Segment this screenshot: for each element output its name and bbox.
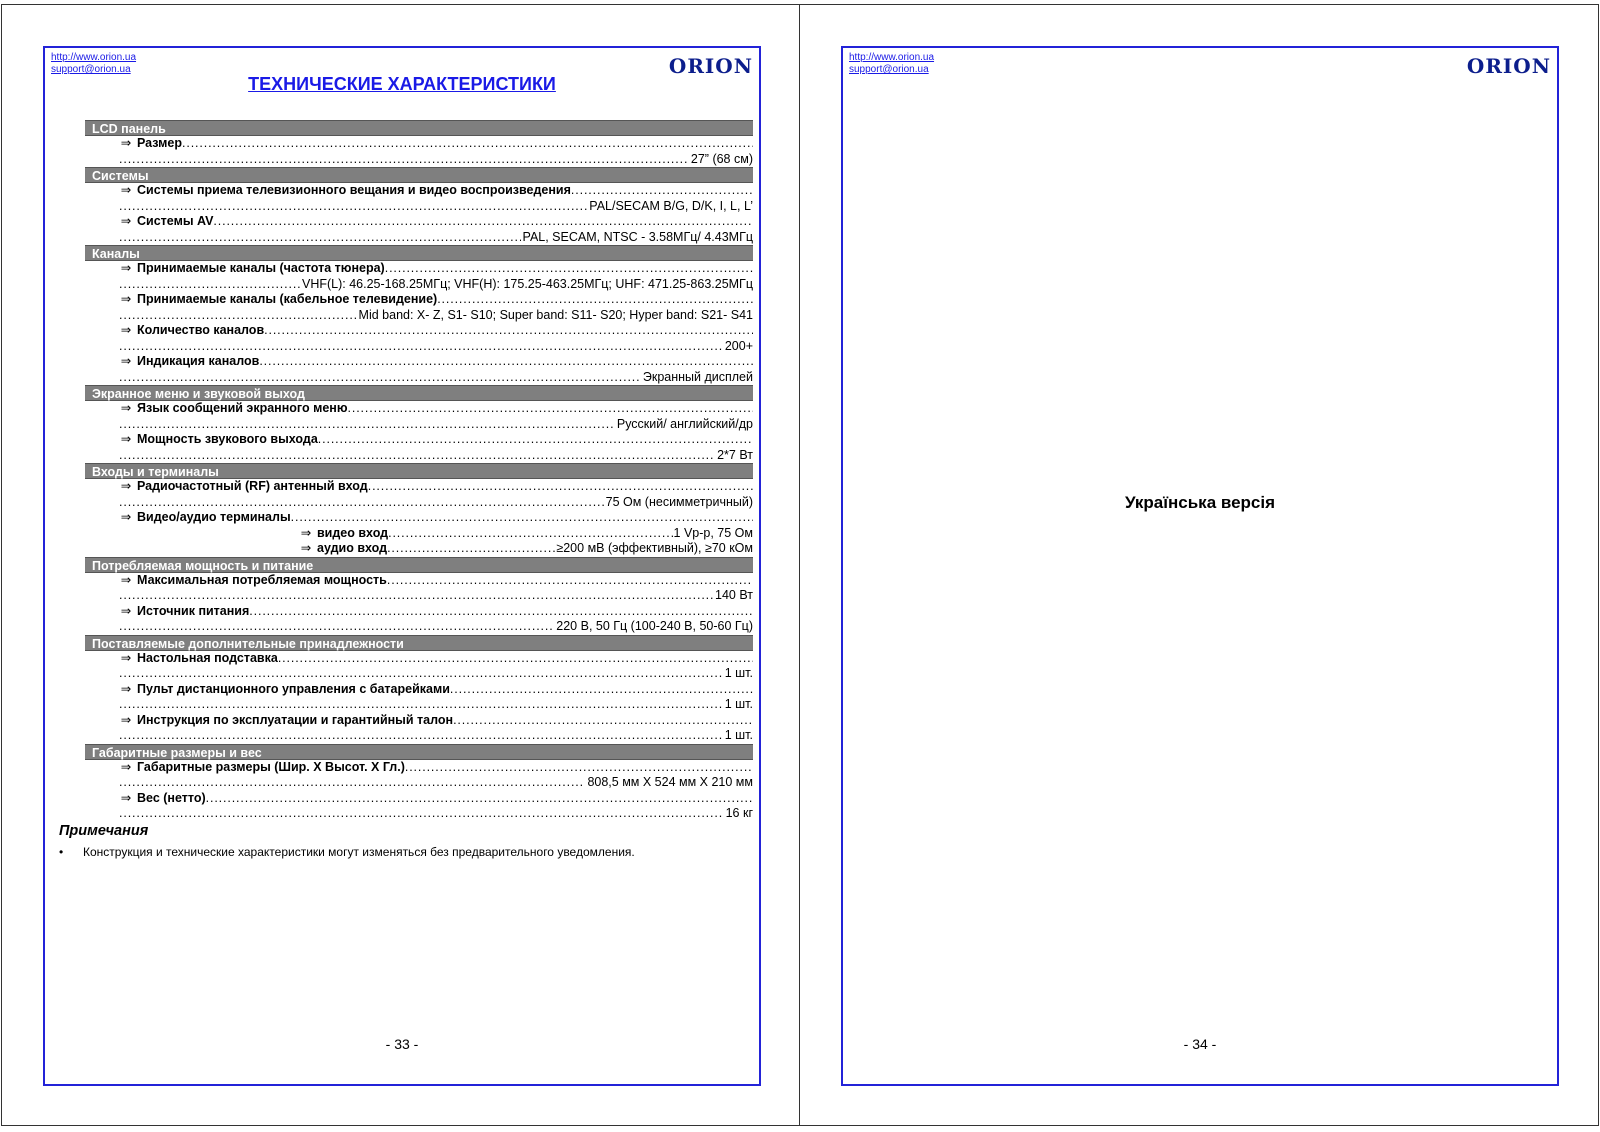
spec-item [85, 136, 753, 167]
page-frame [43, 46, 761, 1086]
page-title: ТЕХНИЧЕСКИЕ ХАРАКТЕРИСТИКИ [248, 74, 556, 94]
arrow-icon: ⇒ [120, 479, 132, 493]
page-number: - 33 - [385, 1036, 419, 1052]
arrow-icon: ⇒ [120, 401, 132, 415]
section-header: Потребляемая мощность и питание [85, 557, 753, 573]
arrow-icon: ⇒ [300, 525, 312, 540]
arrow-icon: ⇒ [120, 261, 132, 275]
spec-value: 27” (68 см) [690, 151, 753, 166]
spec-label: Принимаемые каналы (частота тюнера) [137, 261, 385, 275]
contact-links [849, 52, 934, 76]
spec-item [85, 651, 753, 682]
spec-value: 16 кг [725, 806, 753, 820]
arrow-icon: ⇒ [120, 183, 132, 197]
spec-value: 1 Vp-p, 75 Ом [673, 525, 753, 540]
spec-table [85, 120, 753, 822]
spec-label: Количество каналов [137, 323, 265, 337]
spec-item [85, 183, 753, 214]
note-item [59, 845, 635, 859]
spec-item [85, 541, 753, 557]
arrow-icon: ⇒ [120, 136, 132, 150]
spec-value: 200+ [724, 338, 753, 353]
spec-item [85, 214, 753, 245]
arrow-icon: ⇒ [120, 790, 132, 805]
arrow-icon: ⇒ [120, 650, 132, 665]
contact-links [51, 52, 136, 76]
arrow-icon: ⇒ [120, 510, 132, 524]
spec-item [85, 354, 753, 385]
spec-value: 1 шт. [724, 728, 753, 742]
spec-item [85, 760, 753, 791]
spec-label: Радиочастотный (RF) антенный вход [137, 479, 368, 493]
spec-value: PAL, SECAM, NTSC - 3.58МГц/ 4.43МГц [522, 229, 753, 244]
spec-label: Пульт дистанционного управления с батарейками [137, 681, 450, 696]
spec-item [85, 261, 753, 292]
spec-label: Системы AV [137, 214, 214, 228]
spec-item [85, 323, 753, 354]
spec-value: Экранный дисплей [642, 369, 753, 384]
section-header: Поставляемые дополнительные принадлежности [85, 635, 753, 651]
arrow-icon: ⇒ [120, 572, 132, 587]
page-frame [841, 46, 1559, 1086]
spec-value: PAL/SECAM B/G, D/K, I, L, L’ [589, 198, 753, 213]
spec-label: Инструкция по эксплуатации и гарантийный талон [137, 712, 454, 727]
arrow-icon: ⇒ [120, 603, 132, 618]
spec-item [85, 713, 753, 744]
spec-label: Индикация каналов [137, 354, 260, 368]
spec-label: Габаритные размеры (Шир. X Высот. X Гл.) [137, 759, 405, 774]
spec-item [85, 292, 753, 323]
page-33 [1, 4, 800, 1126]
spec-value: 2*7 Вт [717, 447, 753, 462]
spec-label: Максимальная потребляемая мощность [137, 572, 387, 587]
ukrainian-version-heading: Українська версія [1124, 493, 1276, 512]
spec-label: Вес (нетто) [137, 790, 206, 805]
spec-label: Источник питания [137, 603, 250, 618]
spec-item [85, 479, 753, 510]
page-34 [799, 4, 1599, 1126]
notes-heading: Примечания [59, 823, 149, 839]
spec-value: 140 Вт [715, 588, 753, 602]
spec-item [85, 510, 753, 526]
arrow-icon: ⇒ [120, 681, 132, 696]
spec-value: 1 шт. [724, 697, 753, 711]
arrow-icon: ⇒ [120, 292, 132, 306]
page-number: - 34 - [1183, 1036, 1217, 1052]
spec-item [85, 791, 753, 822]
spec-item [85, 401, 753, 432]
spec-value: Русский/ английский/др [616, 416, 753, 431]
spec-label: аудио вход [317, 541, 388, 555]
spec-item [85, 604, 753, 635]
spec-value: 808,5 мм X 524 мм X 210 мм [587, 775, 753, 789]
support-email-link[interactable]: support@orion.ua [51, 64, 131, 75]
spec-label: видео вход [317, 525, 389, 540]
spec-value: VHF(L): 46.25-168.25МГц; VHF(H): 175.25-463.25МГц; UHF: 471.25-863.25МГц [301, 276, 753, 291]
spec-value: 1 шт. [724, 666, 753, 680]
section-header: Входы и терминалы [85, 463, 753, 479]
section-header: Экранное меню и звуковой выход [85, 385, 753, 401]
orion-logo: ORION [1466, 54, 1551, 78]
arrow-icon: ⇒ [120, 759, 132, 774]
spec-value: 75 Ом (несимметричный) [605, 494, 753, 509]
spec-label: Мощность звукового выхода [137, 432, 318, 446]
section-header: Каналы [85, 245, 753, 261]
spec-label: Системы приема телевизионного вещания и видео воспроизведения [137, 183, 571, 197]
arrow-icon: ⇒ [120, 354, 132, 368]
bullet: • [59, 845, 64, 859]
note-text: Конструкция и технические характеристики могут изменяться без предварительного уведомления. [83, 845, 635, 859]
arrow-icon: ⇒ [120, 712, 132, 727]
spec-value: 220 В, 50 Гц (100-240 В, 50-60 Гц) [556, 619, 753, 633]
website-link[interactable]: http://www.orion.ua [849, 52, 935, 63]
arrow-icon: ⇒ [120, 432, 132, 446]
spec-value: ≥200 мВ (эффективный), ≥70 кОм [556, 541, 753, 555]
spec-item [85, 573, 753, 604]
section-header: Габаритные размеры и вес [85, 744, 753, 760]
spec-label: Видео/аудио терминалы [137, 510, 291, 524]
support-email-link[interactable]: support@orion.ua [849, 64, 929, 75]
spec-item [85, 682, 753, 713]
spec-item [85, 432, 753, 463]
section-header: LCD панель [85, 120, 753, 136]
section-header: Системы [85, 167, 753, 183]
arrow-icon: ⇒ [120, 323, 132, 337]
arrow-icon: ⇒ [300, 541, 312, 555]
spec-label: Настольная подставка [137, 650, 278, 665]
spec-label: Принимаемые каналы (кабельное телевидение) [137, 292, 438, 306]
orion-logo: ORION [668, 54, 753, 78]
website-link[interactable]: http://www.orion.ua [51, 52, 137, 63]
arrow-icon: ⇒ [120, 214, 132, 228]
spec-item [85, 526, 753, 542]
spec-label: Размер [137, 136, 183, 150]
spec-value: Mid band: X- Z, S1- S10; Super band: S11- S20; Hyper band: S21- S41 [358, 307, 753, 322]
spec-label: Язык сообщений экранного меню [137, 401, 348, 415]
